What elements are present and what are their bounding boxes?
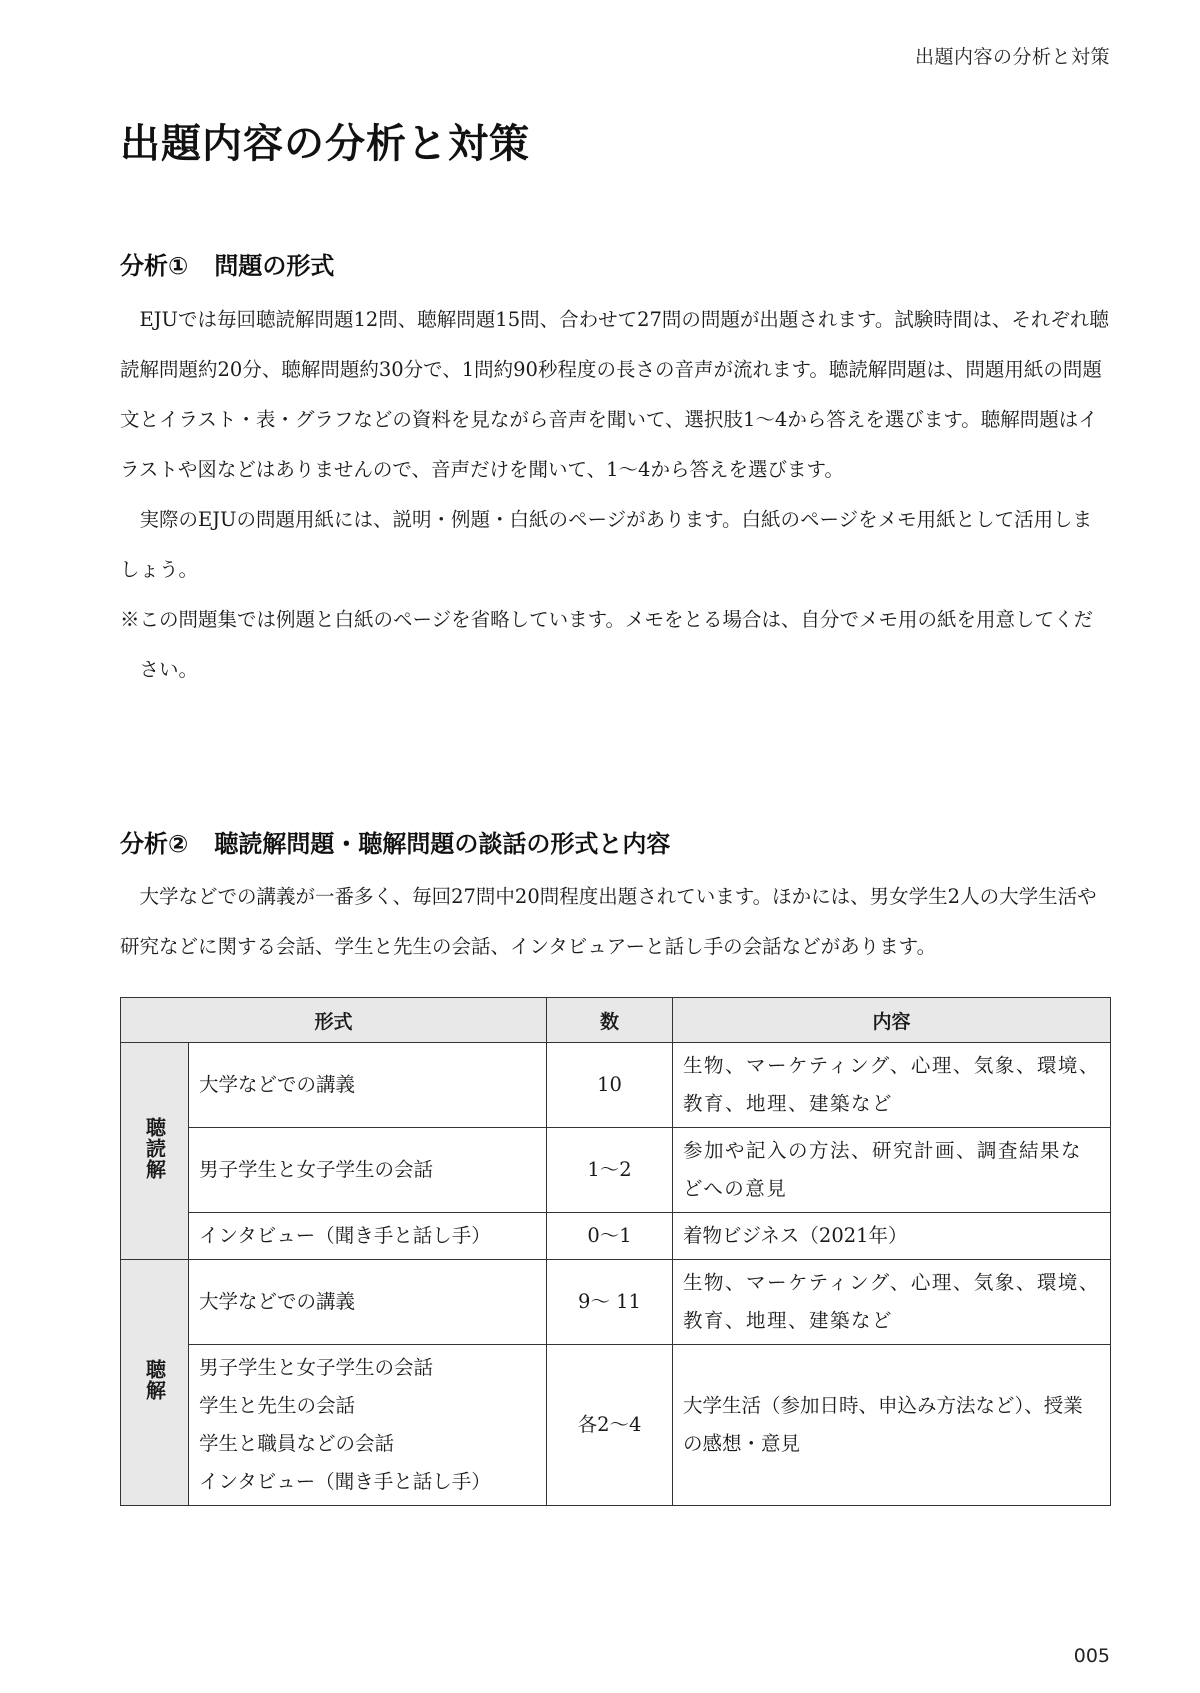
format-line: 学生と先生の会話 xyxy=(199,1394,356,1417)
format-cell: インタビュー（聞き手と話し手） xyxy=(189,1213,547,1260)
header-format: 形式 xyxy=(121,998,547,1043)
format-cell: 大学などでの講義 xyxy=(189,1043,547,1128)
category-cell-listening xyxy=(121,1260,189,1506)
page-number: 005 xyxy=(1073,1645,1110,1667)
note: ※この問題集では例題と白紙のページを省略しています。メモをとる場合は、自分でメモ用の紙を用意してください。 xyxy=(120,608,1094,681)
count-cell: 9〜 11 xyxy=(547,1260,673,1345)
content-cell: 大学生活（参加日時、申込み方法など）、授業の感想・意見 xyxy=(673,1345,1111,1506)
category-label: 聴解 xyxy=(142,1358,167,1401)
section-title: 聴読解問題・聴解問題の談話の形式と内容 xyxy=(214,830,671,858)
paragraph: 大学などでの講義が一番多く、毎回27問中20問程度出題されています。ほかには、男女学生2人の大学生活や研究などに関する会話、学生と先生の会話、インタビュアーと話し手の会話などがあります。 xyxy=(120,885,1097,958)
count-cell: 0〜1 xyxy=(547,1213,673,1260)
content-cell: 着物ビジネス（2021年） xyxy=(673,1213,1111,1260)
count-cell: 各2〜4 xyxy=(547,1345,673,1506)
format-line: 学生と職員などの会話 xyxy=(199,1432,395,1455)
paragraph: 実際のEJUの問題用紙には、説明・例題・白紙のページがあります。白紙のページをメモ用紙として活用しましょう。 xyxy=(120,508,1093,581)
table-row xyxy=(121,1128,1111,1213)
section-heading-analysis-1 xyxy=(120,246,334,281)
format-cell: 男子学生と女子学生の会話 xyxy=(189,1128,547,1213)
paragraph: EJUでは毎回聴読解問題12問、聴解問題15問、合わせて27問の問題が出題されます。試験時間は、それぞれ聴読解問題約20分、聴解問題約30分で、1問約90秒程度の長さの音声が流れます。聴読解問題は、問題用紙の問題文とイラスト・表・グラフなどの資料を見ながら音声を聞いて、選択肢1〜4から答えを選びます。聴解問題はイラストや図などはありませんので、音声だけを聞いて、1〜4から答えを選びます。 xyxy=(120,308,1109,481)
section-2-body xyxy=(120,872,1110,972)
section-1-body xyxy=(120,295,1110,695)
table-row xyxy=(121,1260,1111,1345)
format-cell xyxy=(189,1345,547,1506)
format-line: 男子学生と女子学生の会話 xyxy=(199,1356,434,1379)
table-row xyxy=(121,1213,1111,1260)
section-label: 分析① xyxy=(120,252,189,280)
content-cell: 生物、マーケティング、心理、気象、環境、教育、地理、建築など xyxy=(673,1260,1111,1345)
header-content: 内容 xyxy=(673,998,1111,1043)
question-format-table xyxy=(120,997,1111,1506)
table-header-row xyxy=(121,998,1111,1043)
page-title: 出題内容の分析と対策 xyxy=(120,121,530,167)
category-cell-listening-reading xyxy=(121,1043,189,1260)
format-cell: 大学などでの講義 xyxy=(189,1260,547,1345)
count-cell: 10 xyxy=(547,1043,673,1128)
content-cell: 生物、マーケティング、心理、気象、環境、教育、地理、建築など xyxy=(673,1043,1111,1128)
format-line: インタビュー（聞き手と話し手） xyxy=(199,1470,491,1493)
section-label: 分析② xyxy=(120,830,189,858)
running-header: 出題内容の分析と対策 xyxy=(914,46,1110,68)
section-title: 問題の形式 xyxy=(214,252,335,280)
content-cell: 参加や記入の方法、研究計画、調査結果などへの意見 xyxy=(673,1128,1111,1213)
table-row xyxy=(121,1043,1111,1128)
header-count: 数 xyxy=(547,998,673,1043)
section-heading-analysis-2 xyxy=(120,824,670,859)
count-cell: 1〜2 xyxy=(547,1128,673,1213)
category-label: 聴読解 xyxy=(142,1116,167,1180)
table-row xyxy=(121,1345,1111,1506)
